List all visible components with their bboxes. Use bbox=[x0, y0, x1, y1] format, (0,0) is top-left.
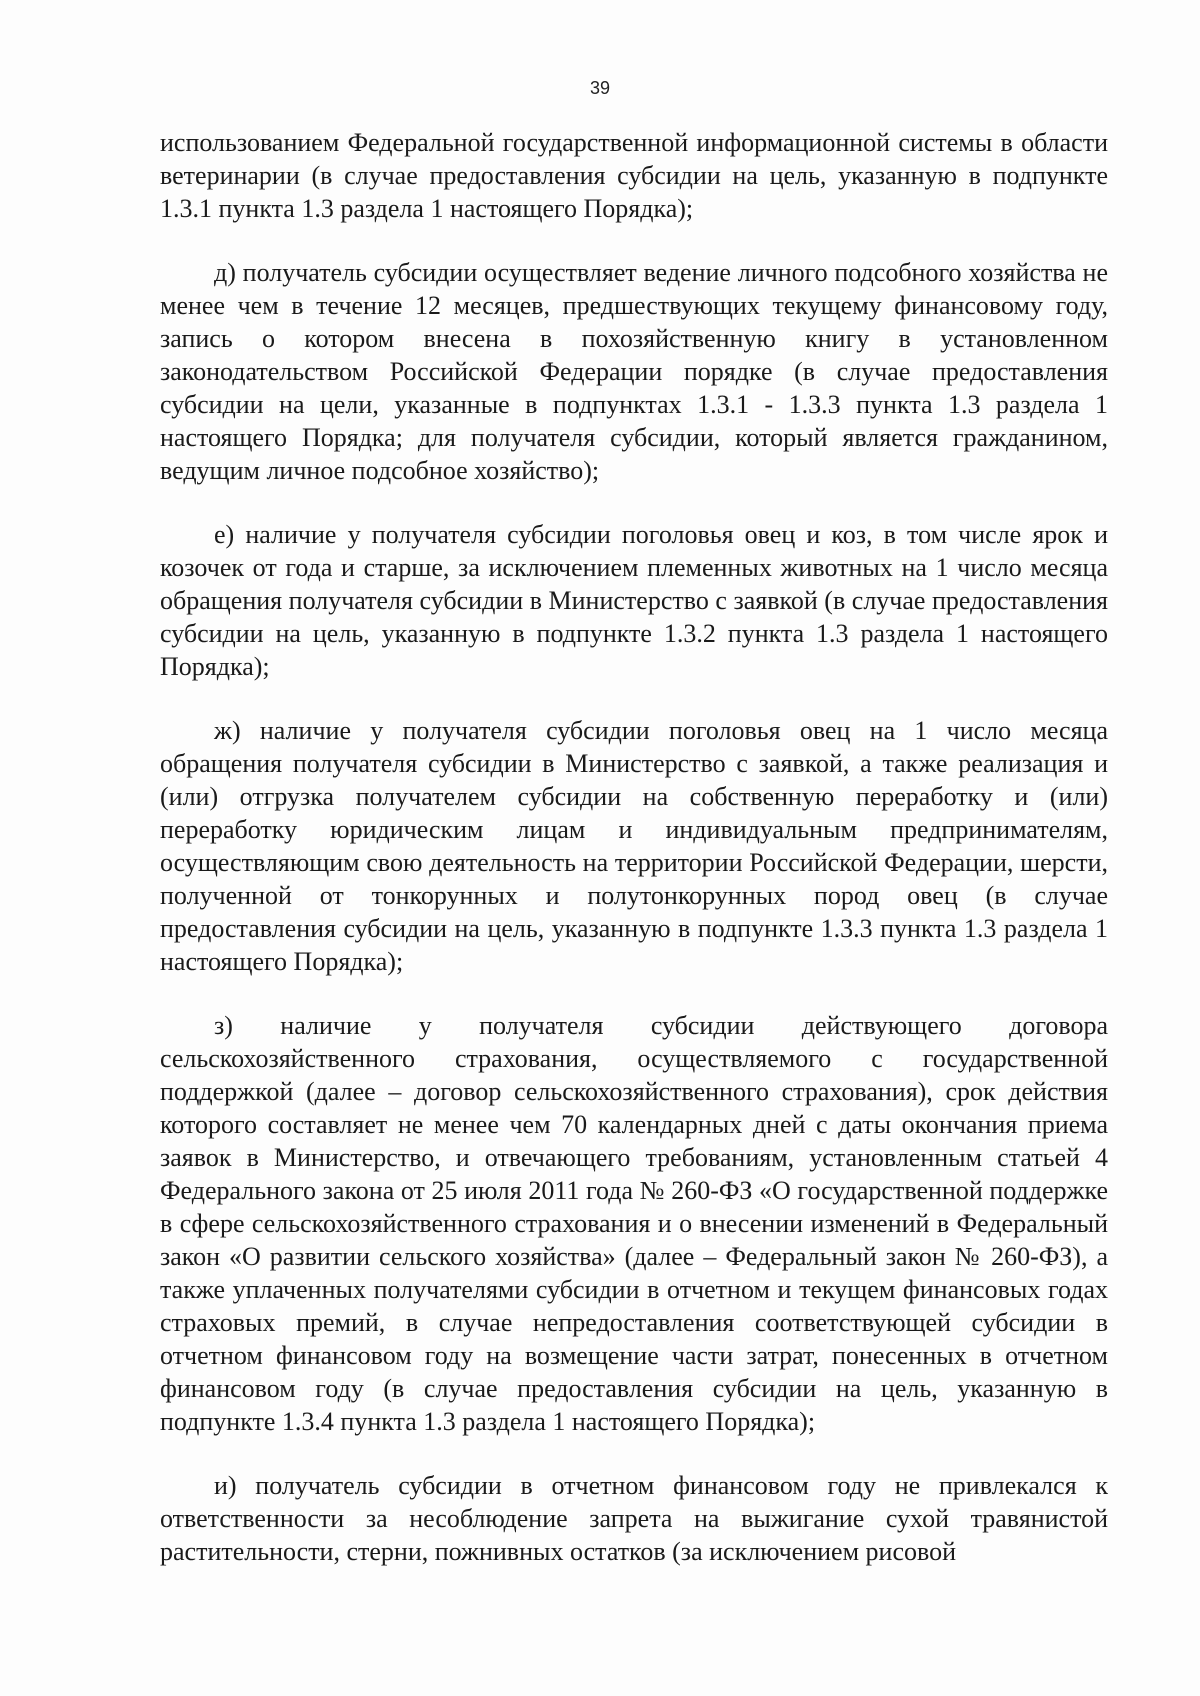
page-number: 39 bbox=[589, 78, 611, 98]
paragraph-item-d: д) получатель субсидии осуществляет ведение личного подсобного хозяйства не менее чем в течение 12 месяцев, предшествующих текущему финансовому году, запись о котором внесена в похозяйственную книгу в установленном законодательством Российской Федерации порядке (в случае предоставления субсидии на цели, указанные в подпунктах 1.3.1 - 1.3.3 пункта 1.3 раздела 1 настоящего Порядка; для получателя субсидии, который является гражданином, ведущим личное подсобное хозяйство); bbox=[160, 258, 1108, 485]
paragraph-item-e: е) наличие у получателя субсидии поголовья овец и коз, в том числе ярок и козочек от года и старше, за исключением племенных животных на 1 число месяца обращения получателя субсидии в Министерство с заявкой (в случае предоставления субсидии на цель, указанную в подпункте 1.3.2 пункта 1.3 раздела 1 настоящего Порядка); bbox=[160, 520, 1108, 681]
paragraph-continuation: использованием Федеральной государственной информационной системы в области ветеринарии (в случае предоставления субсидии на цель, указанную в подпункте 1.3.1 пункта 1.3 раздела 1 настоящего Порядка); bbox=[160, 128, 1108, 223]
paragraph-item-z: з) наличие у получателя субсидии действующего договора сельскохозяйственного страхования, осуществляемого с государственной поддержкой (далее – договор сельскохозяйственного страхования), срок действия которого составляет не менее чем 70 календарных дней с даты окончания приема заявок в Министерство, и отвечающего требованиям, установленным статьей 4 Федерального закона от 25 июля 2011 года № 260-ФЗ «О государственной поддержке в сфере сельскохозяйственного страхования и о внесении изменений в Федеральный закон «О развитии сельского хозяйства» (далее – Федеральный закон № 260-ФЗ), а также уплаченных получателями субсидии в отчетном и текущем финансовых годах страховых премий, в случае непредоставления соответствующей субсидии в отчетном финансовом году на возмещение части затрат, понесенных в отчетном финансовом году (в случае предоставления субсидии на цель, указанную в подпункте 1.3.4 пункта 1.3 раздела 1 настоящего Порядка); bbox=[160, 1011, 1108, 1436]
paragraph-item-zh: ж) наличие у получателя субсидии поголовья овец на 1 число месяца обращения получателя субсидии в Министерство с заявкой, а также реализация и (или) отгрузка получателем субсидии на собственную переработку и (или) переработку юридическим лицам и индивидуальным предпринимателям, осуществляющим свою деятельность на территории Российской Федерации, шерсти, полученной от тонкорунных и полутонкорунных пород овец (в случае предоставления субсидии на цель, указанную в подпункте 1.3.3 пункта 1.3 раздела 1 настоящего Порядка); bbox=[160, 716, 1108, 976]
paragraph-item-i: и) получатель субсидии в отчетном финансовом году не привлекался к ответственности за несоблюдение запрета на выжигание сухой травянистой растительности, стерни, пожнивных остатков (за исключением рисовой bbox=[160, 1471, 1108, 1566]
document-body bbox=[160, 126, 1108, 1568]
